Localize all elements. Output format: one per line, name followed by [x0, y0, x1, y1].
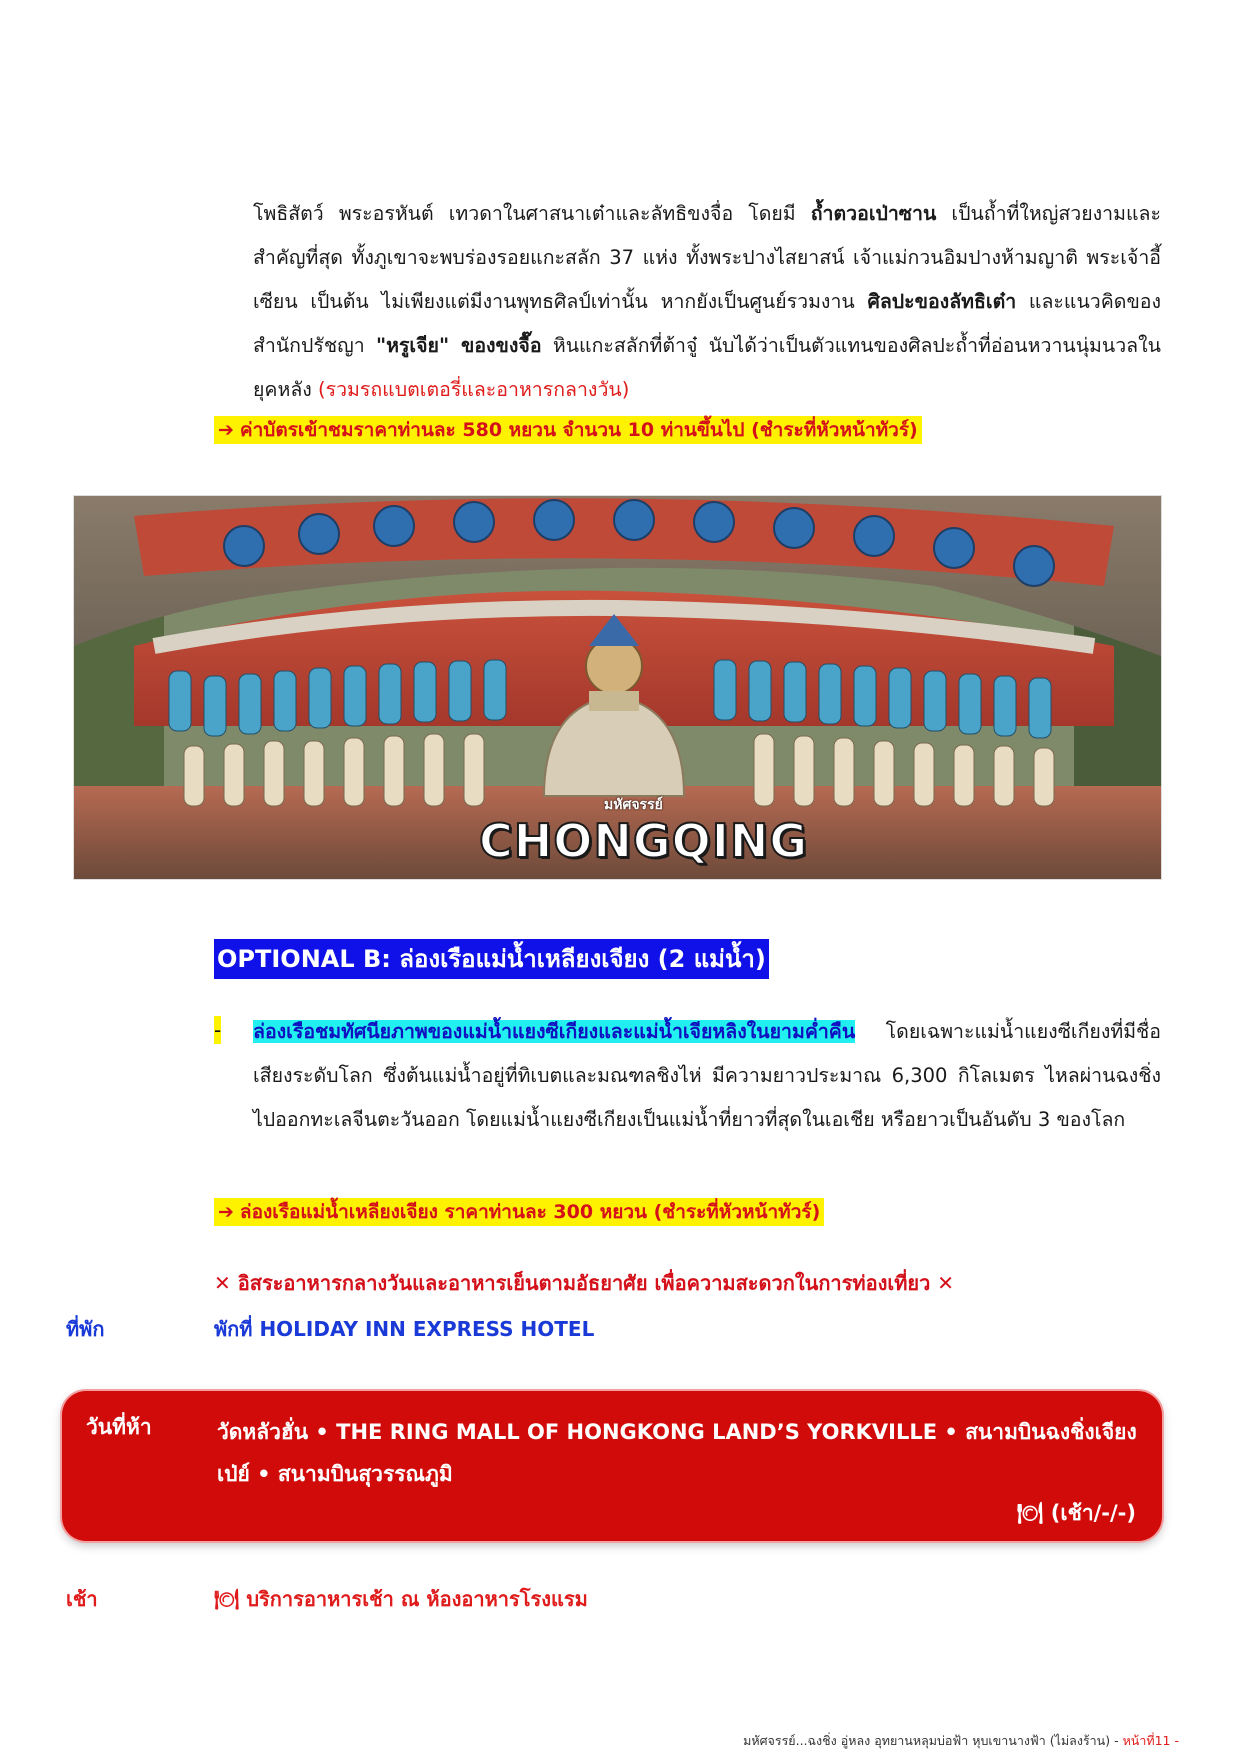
included-note: (รวมรถแบตเตอรี่และอาหารกลางวัน) [318, 378, 630, 401]
breakfast-label: เช้า [66, 1587, 98, 1611]
intro-paragraph [253, 192, 1161, 412]
arrow-icon: ➔ [218, 1201, 234, 1223]
hotel-name: พักที่ HOLIDAY INN EXPRESS HOTEL [214, 1317, 595, 1341]
optional-paragraph [253, 1010, 1161, 1142]
intro-text-2: เป็นถ้ำที่ใหญ่สวยงามและสำคัญที่สุด ทั้งภูเขาจะพบร่องรอยแกะสลัก 37 แห่ง ทั้งพระปางไสยาสน์ เจ้าแม่กวนอิมปางห้ามญาติ พระเจ้าอี้เซียน เป็นต้น ไม่เพียงแต่มีงานพุทธศิลป์เท่านั้น หากยังเป็นศูนย์รวมงาน [253, 202, 1161, 313]
bullet-dash: - [214, 1018, 222, 1042]
taoist-art: ศิลปะของลัทธิเต๋า [867, 290, 1017, 313]
hero-caption: CHONGQING [479, 814, 809, 868]
free-meals-note: ✕ อิสระอาหารกลางวันและอาหารเย็นตามอัธยาศัย เพื่อความสะดวกในการท่องเที่ยว ✕ [214, 1271, 955, 1295]
intro-text-3: และแนวคิดของสำนักปรัชญา [253, 290, 1162, 357]
breakfast-text: 🍽 บริการอาหารเช้า ณ ห้องอาหารโรงแรม [214, 1587, 588, 1611]
day-meals: 🍽 (เช้า/-/-) [1016, 1501, 1136, 1525]
ticket-note-text: ค่าบัตรเข้าชมราคาท่านละ 580 หยวน จำนวน 10 ท่านขึ้นไป (ชำระที่หัวหน้าทัวร์) [239, 419, 918, 441]
stay-label: ที่พัก [66, 1317, 105, 1341]
cruise-price-note [214, 1198, 824, 1226]
day-five-banner [62, 1391, 1162, 1541]
arrow-icon: ➔ [218, 419, 234, 441]
cave-name: ถ้ำตวอเป่าซาน [810, 202, 937, 225]
page-number: หน้าที่11 - [1122, 1733, 1179, 1748]
footer-text: มหัศจรรย์...ฉงชิ่ง อู่หลง อุทยานหลุมบ่อฟ้า หุบเขานางฟ้า (ไม่ลงร้าน) - [743, 1733, 1123, 1748]
cruise-highlight: ล่องเรือชมทัศนียภาพของแม่น้ำแยงซีเกียงและแม่น้ำเจียหลิงในยามค่ำคืน [253, 1020, 856, 1043]
optional-title: OPTIONAL B: ล่องเรือแม่น้ำเหลียงเจียง (2 แม่น้ำ) [214, 939, 769, 979]
page-footer [743, 1731, 1179, 1751]
intro-text-4: หินแกะสลักที่ต้าจู๋ นับได้ว่าเป็นตัวแทนของศิลปะถ้ำที่อ่อนหวานนุ่มนวลในยุคหลัง [253, 334, 1161, 401]
cruise-body: โดยเฉพาะแม่น้ำแยงซีเกียงที่มีชื่อเสียงระดับโลก ซึ่งต้นแม่น้ำอยู่ที่ทิเบตและมณฑลชิงไห่ มีความยาวประมาณ 6,300 กิโลเมตร ไหลผ่านฉงชิ่งไปออกทะเลจีนตะวันออก โดยแม่น้ำแยงซีเกียงเป็นแม่น้ำที่ยาวที่สุดในเอเชีย หรือยาวเป็นอันดับ 3 ของโลก [253, 1020, 1161, 1131]
day-label: วันที่ห้า [86, 1415, 152, 1439]
cruise-price-text: ล่องเรือแม่น้ำเหลียงเจียง ราคาท่านละ 300 หยวน (ชำระที่หัวหน้าทัวร์) [239, 1201, 821, 1223]
day-places: วัดหลัวฮั่น • THE RING MALL OF HONGKONG LAND’S YORKVILLE • สนามบินฉงชิ่งเจียงเป่ย์ • สนามบินสุวรรณภูมิ [217, 1420, 1137, 1486]
hero-watermark: มหัศจรรย์ [604, 797, 663, 813]
intro-text-1: โพธิสัตว์ พระอรหันต์ เทวดาในศาสนาเต๋าและลัทธิขงจื่อ โดยมี [253, 202, 811, 225]
confucian-school: "หรูเจีย" ของขงจื๊อ [375, 334, 542, 357]
ticket-note [214, 416, 922, 444]
hero-image [73, 495, 1162, 880]
